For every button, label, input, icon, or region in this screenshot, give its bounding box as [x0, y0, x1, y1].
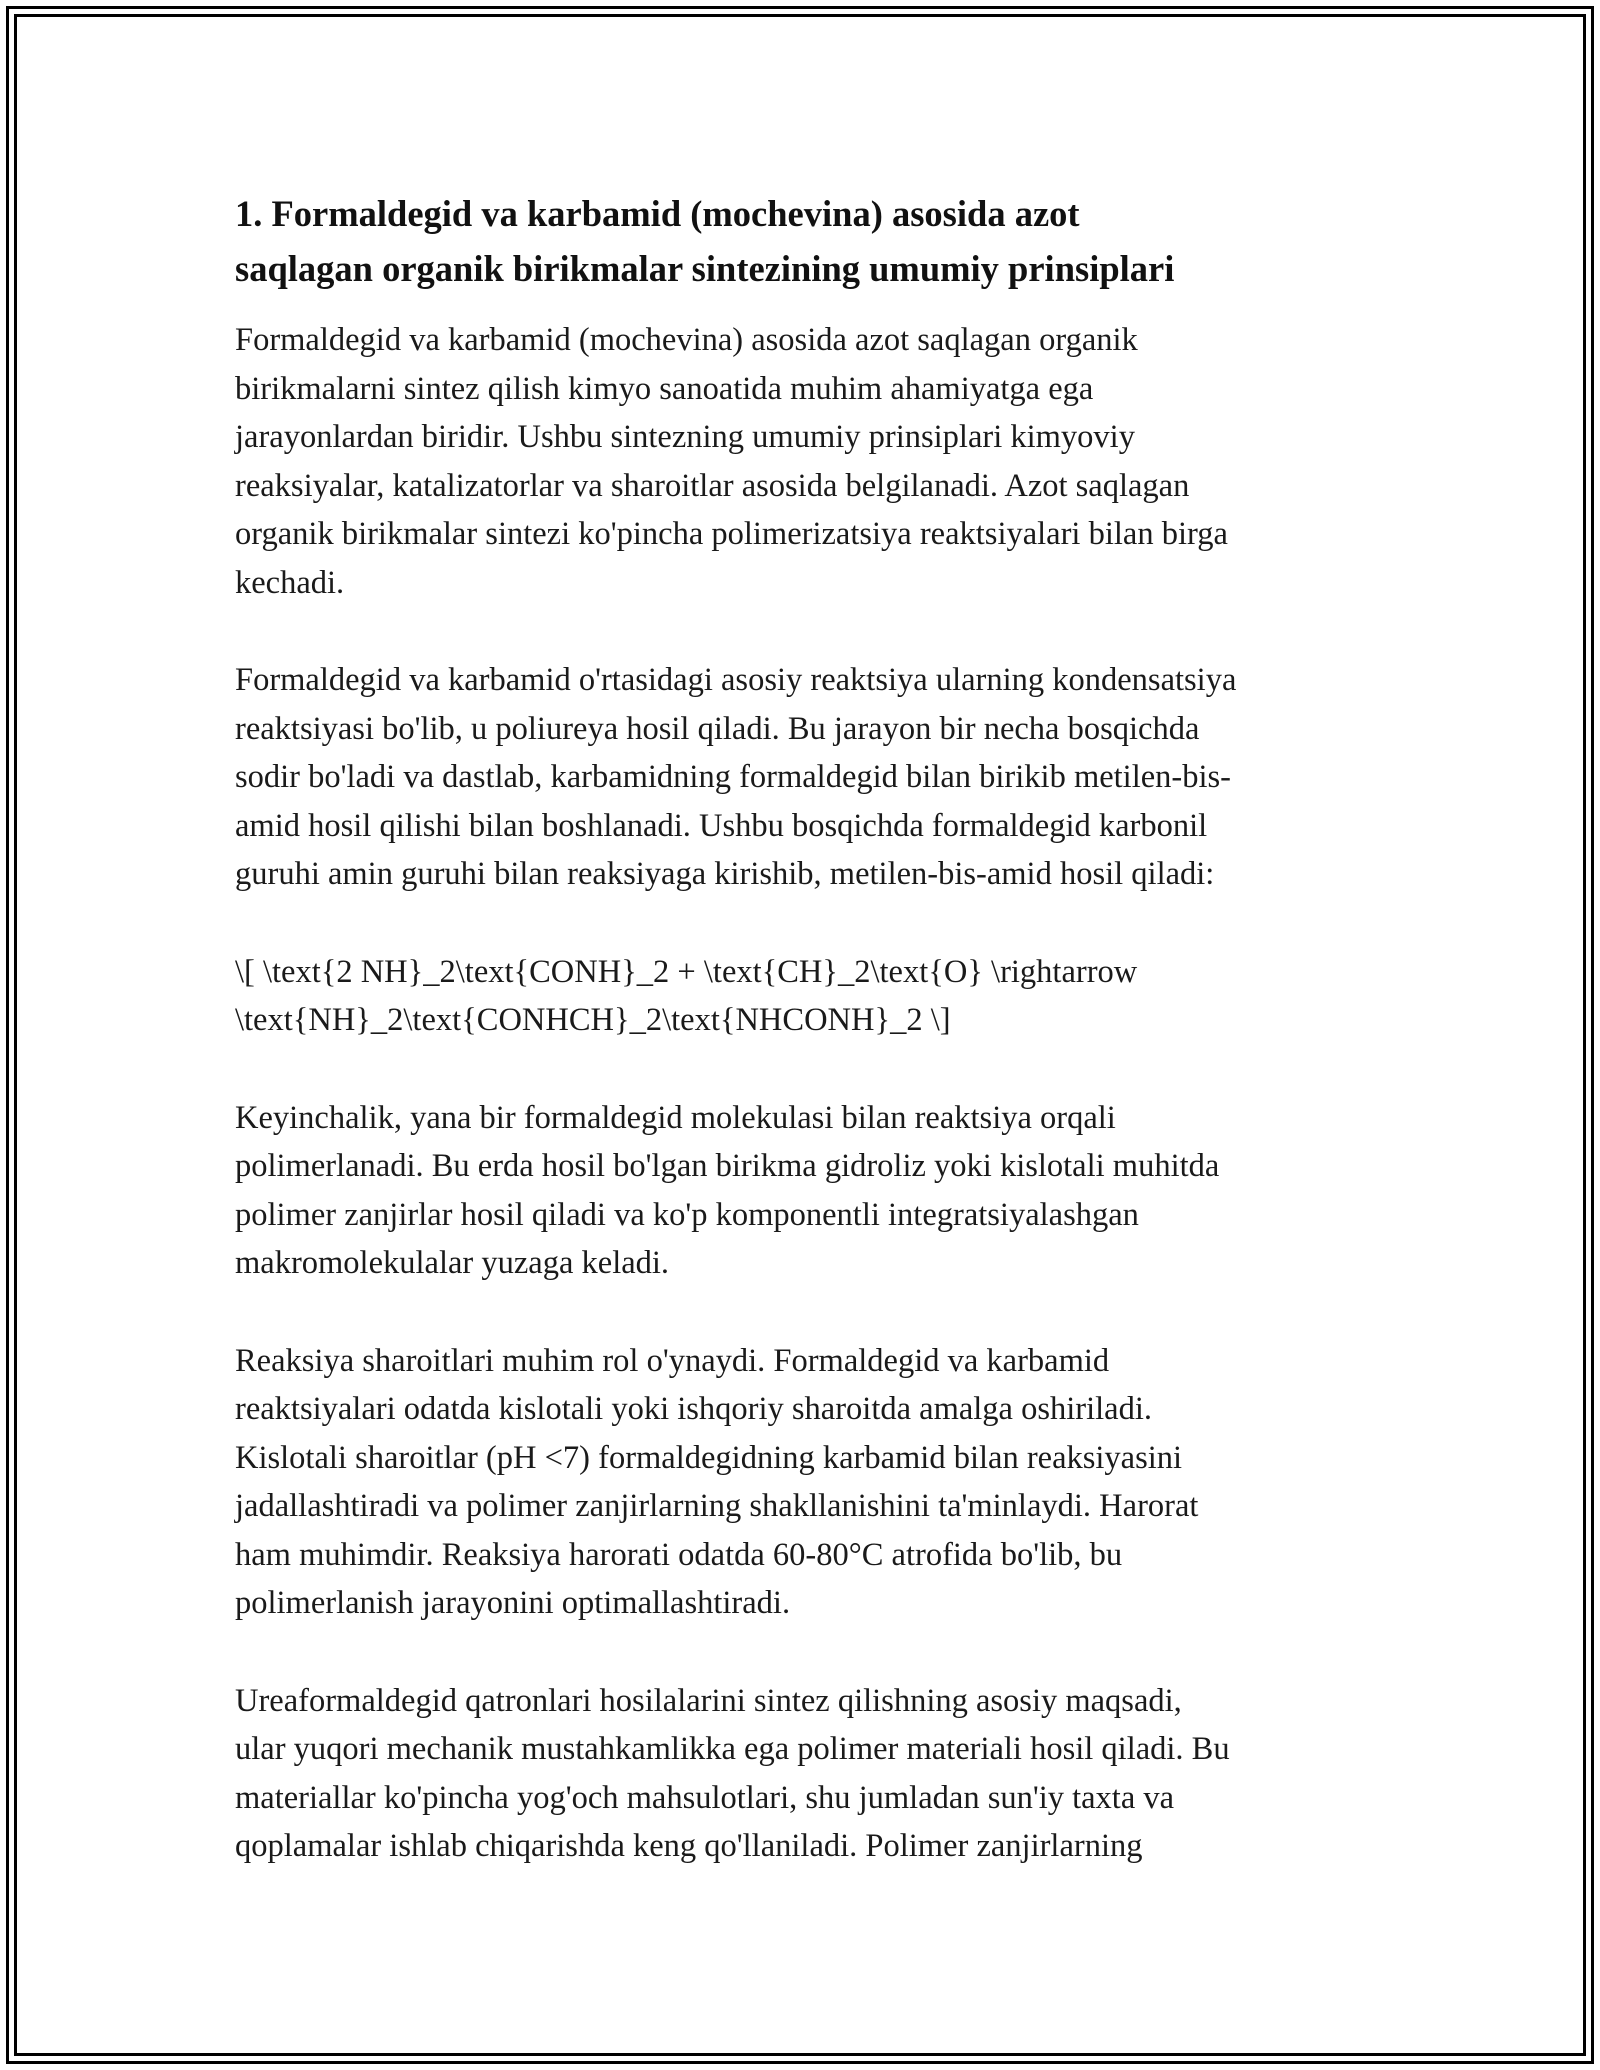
- text-line: makromolekulalar yuzaga keladi.: [235, 1245, 670, 1281]
- text-line: organik birikmalar sintezi ko'pincha polimerizatsiya reaktsiyalari bilan birga: [235, 516, 1228, 552]
- text-line: birikmalarni sintez qilish kimyo sanoatida muhim ahamiyatga ega: [235, 370, 1094, 407]
- text-line: polimer zanjirlar hosil qiladi va ko'p komponentli integratsiyalashgan: [235, 1196, 1139, 1233]
- heading-line: 1. Formaldegid va karbamid (mochevina) asosida azot: [235, 193, 1080, 234]
- paragraph-conditions: [235, 1337, 1370, 1628]
- equation-line: \text{NH}_2\text{CONHCH}_2\text{NHCONH}_2 \]: [235, 1002, 951, 1038]
- text-line: reaktsiyasi bo'lib, u poliureya hosil qiladi. Bu jarayon bir necha bosqichda: [235, 710, 1200, 747]
- paragraph-applications: [235, 1677, 1370, 1871]
- text-line: kechadi.: [235, 564, 345, 601]
- paragraph-intro: [235, 316, 1370, 607]
- text-line: Reaksiya sharoitlari muhim rol o'ynaydi. Formaldegid va karbamid: [235, 1342, 1110, 1379]
- text-line: polimerlanish jarayonini optimallashtiradi.: [235, 1585, 791, 1621]
- text-line: Ureaformaldegid qatronlari hosilalarini sintez qilishning asosiy maqsadi,: [235, 1682, 1182, 1719]
- text-line: materiallar ko'pincha yog'och mahsulotlari, shu jumladan sun'iy taxta va: [235, 1779, 1175, 1816]
- text-line: ular yuqori mechanik mustahkamlikka ega polimer materiali hosil qiladi. Bu: [235, 1731, 1230, 1767]
- text-line: Formaldegid va karbamid o'rtasidagi asosiy reaktsiya ularning kondensatsiya: [235, 662, 1237, 698]
- text-line: ham muhimdir. Reaksiya harorati odatda 60-80°C atrofida bo'lib, bu: [235, 1536, 1123, 1573]
- document-body: [235, 186, 1370, 1871]
- paragraph-polymerization: [235, 1094, 1370, 1288]
- text-line: reaktsiyalari odatda kislotali yoki ishqoriy sharoitda amalga oshiriladi.: [235, 1391, 1152, 1427]
- text-line: qoplamalar ishlab chiqarishda keng qo'llaniladi. Polimer zanjirlarning: [235, 1828, 1143, 1864]
- text-line: guruhi amin guruhi bilan reaksiyaga kirishib, metilen-bis-amid hosil qiladi:: [235, 856, 1215, 892]
- text-line: jarayonlardan biridir. Ushbu sintezning umumiy prinsiplari kimyoviy: [235, 419, 1135, 455]
- text-line: sodir bo'ladi va dastlab, karbamidning formaldegid bilan birikib metilen-bis-: [235, 759, 1231, 795]
- text-line: Kislotali sharoitlar (pH <7) formaldegidning karbamid bilan reaksiyasini: [235, 1439, 1183, 1476]
- equation-line: \[ \text{2 NH}_2\text{CONH}_2 + \text{CH}_2\text{O} \rightarrow: [235, 953, 1138, 990]
- text-line: reaksiyalar, katalizatorlar va sharoitlar asosida belgilanadi. Azot saqlagan: [235, 467, 1190, 504]
- text-line: Formaldegid va karbamid (mochevina) asosida azot saqlagan organik: [235, 322, 1138, 358]
- heading-line: saqlagan organik birikmalar sintezining umumiy prinsiplari: [235, 248, 1175, 289]
- equation-block: [235, 948, 1370, 1045]
- text-line: jadallashtiradi va polimer zanjirlarning shakllanishini ta'minlaydi. Harorat: [235, 1488, 1199, 1524]
- text-line: amid hosil qilishi bilan boshlanadi. Ushbu bosqichda formaldegid karbonil: [235, 807, 1208, 844]
- text-line: Keyinchalik, yana bir formaldegid molekulasi bilan reaktsiya orqali: [235, 1099, 1116, 1136]
- text-line: polimerlanadi. Bu erda hosil bo'lgan birikma gidroliz yoki kislotali muhitda: [235, 1148, 1220, 1184]
- paragraph-reaction: [235, 656, 1370, 899]
- section-heading: [235, 186, 1370, 296]
